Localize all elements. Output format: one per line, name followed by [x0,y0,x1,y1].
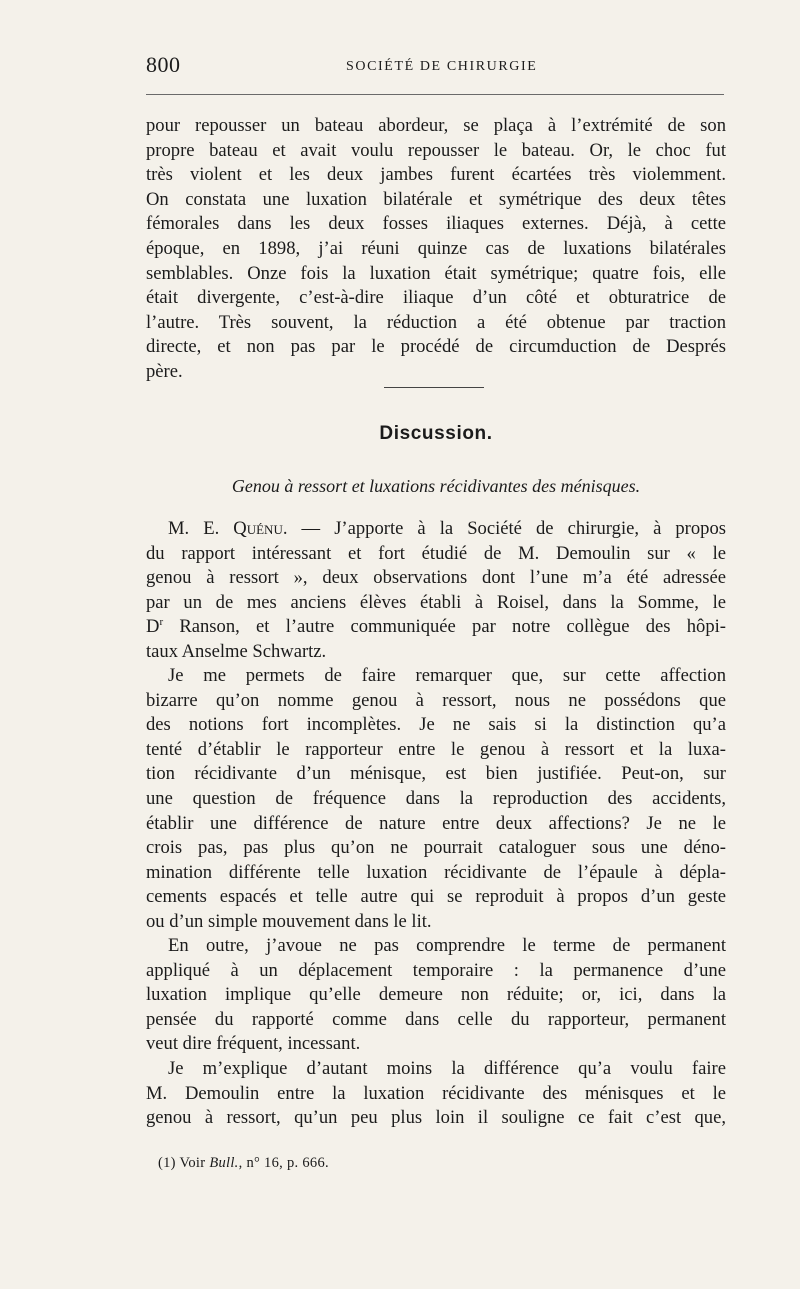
speaker-name: Quénu [233,518,283,539]
text-line: bizarre qu’on nomme genou à ressort, nous ne possédons que [146,689,726,711]
text-line: veut dire fréquent, incessant. [146,1033,361,1055]
text-line: Je me permets de faire remarquer que, sur cette affection [168,665,726,686]
speaker-prefix: M. E. [168,518,234,539]
page-number: 800 [146,52,181,77]
paragraph-continuation [146,114,726,385]
running-head [146,52,724,82]
header-rule [146,94,724,95]
paragraph-quenu [146,517,726,665]
text-line: appliqué à un déplacement temporaire : la permanence d’une [146,959,726,981]
text-line: directe, et non pas par le procédé de circumduction de Després [146,336,726,358]
footnote-rest: , n° 16, p. 666. [238,1155,329,1171]
text-line: établir une différence de nature entre deux affections? Je ne le [146,812,726,834]
text-line: l’autre. Très souvent, la réduction a été obtenue par traction [146,311,726,333]
text-line: ou d’un simple mouvement dans le lit. [146,910,432,932]
text-line: des notions fort incomplètes. Je ne sais si la distinction qu’a [146,714,726,736]
footnote [158,1155,329,1172]
text-line: On constata une luxation bilatérale et symétrique des deux têtes [146,188,726,210]
doctor-abbrev: D [146,616,160,638]
text-line: du rapport intéressant et fort étudié de M. Demoulin sur « le [146,542,726,564]
text-line: une question de fréquence dans la reproduction des accidents, [146,787,726,809]
discussion-subheading: Genou à ressort et luxations récidivantes des ménisques. [231,476,641,496]
section-separator [384,387,484,388]
text-line: M. Demoulin entre la luxation récidivante des ménisques et le [146,1082,726,1104]
text-line: Je m’explique d’autant moins la différence qu’a voulu faire [168,1058,726,1079]
text-line: père. [146,360,183,382]
text-line: En outre, j’avoue ne pas comprendre le terme de permanent [168,935,726,956]
text-line: tenté d’établir le rapporteur entre le genou à ressort et la luxa- [146,738,726,760]
text-line: propre bateau et avait voulu repousser le bateau. Or, le choc fut [146,139,726,161]
text-line: genou à ressort », deux observations dont l’une m’a été adressée [146,567,726,589]
text-line: tion récidivante d’un ménisque, est bien justifiée. Peut-on, sur [146,763,726,785]
text-line: était divergente, c’est-à-dire iliaque d’un côté et obturatrice de [146,287,726,309]
paragraph-demoulin [146,1057,726,1131]
text-line [146,517,726,542]
text-line: semblables. Onze fois la luxation était symétrique; quatre fois, elle [146,262,726,284]
text-line: luxation implique qu’elle demeure non réduite; or, ici, dans la [146,984,726,1006]
text-line: taux Anselme Schwartz. [146,640,327,662]
text-line: cements espacés et telle autre qui se reproduit à propos d’un geste [146,886,726,908]
text-line: par un de mes anciens élèves établi à Roisel, dans la Somme, le [146,591,726,613]
doctor-line-rest: Ranson, et l’autre communiquée par notre collègue des hôpi- [163,616,726,638]
text-line [146,615,726,640]
text-line: mination différente telle luxation récidivante de l’épaule à dépla- [146,861,726,883]
speaker-line-rest: . — J’apporte à la Société de chirurgie, à propos [282,518,726,539]
footnote-marker: (1) Voir [158,1155,210,1171]
footnote-reference: Bull. [209,1155,239,1171]
text-line: époque, en 1898, j’ai réuni quinze cas de luxations bilatérales [146,237,726,259]
text-line: pensée du rapporté comme dans celle du rapporteur, permanent [146,1008,726,1030]
paragraph-genou-a-ressort [146,664,726,935]
running-title: SOCIÉTÉ DE CHIRURGIE [346,59,538,74]
text-line: fémorales dans les deux fosses iliaques externes. Déjà, à cette [146,213,726,235]
text-line: pour repousser un bateau abordeur, se plaça à l’extrémité de son [146,115,726,136]
text-line: très violent et les deux jambes furent écartées très violemment. [146,164,726,186]
section-heading: Discussion. [379,423,493,444]
text-line: genou à ressort, qu’un peu plus loin il souligne ce fait c’est que, [146,1107,726,1129]
doctor-abbrev-sup: r [159,616,164,629]
paragraph-permanent [146,934,726,1057]
text-line: crois pas, pas plus qu’on ne pourrait cataloguer sous une déno- [146,837,726,859]
